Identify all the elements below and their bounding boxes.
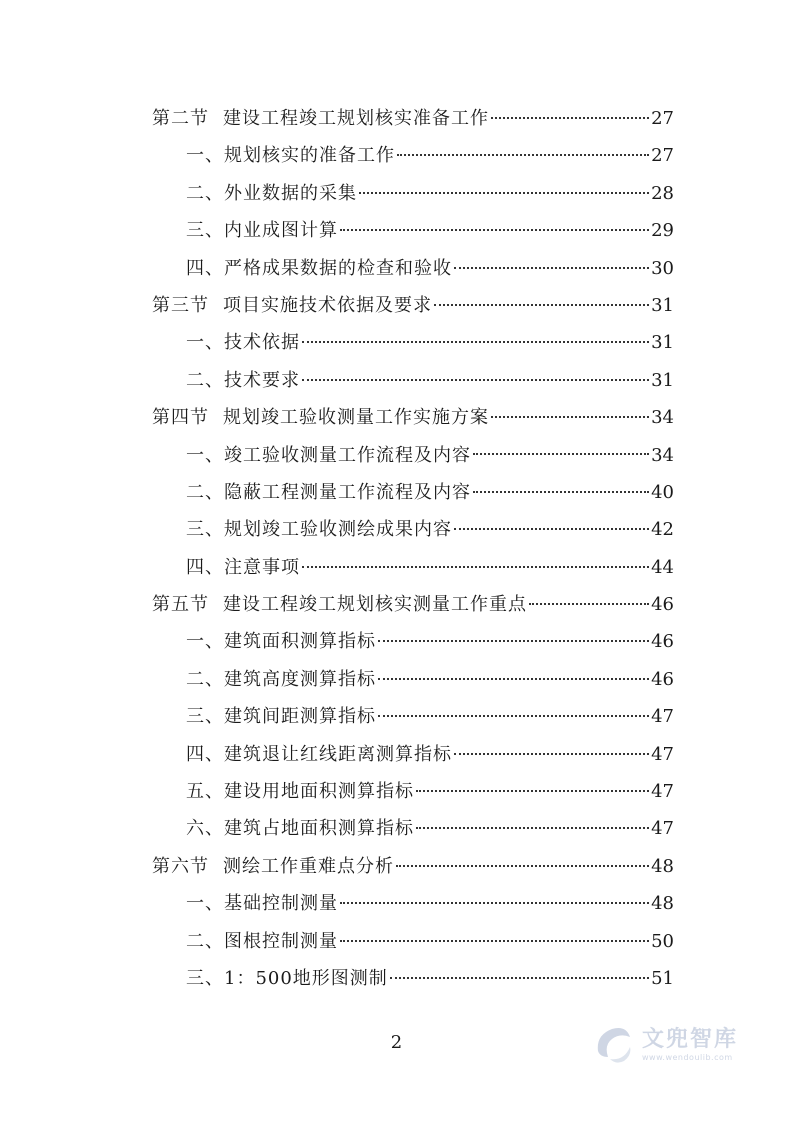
toc-entry-title: 基础控制测量 (224, 893, 338, 915)
toc-subsection-entry[interactable] (152, 661, 674, 698)
toc-subsection-entry[interactable] (152, 885, 674, 922)
toc-entry-prefix: 一、 (186, 893, 224, 915)
toc-section-entry[interactable] (152, 586, 674, 623)
toc-dot-leader (491, 99, 649, 119)
toc-entry-prefix: 一、 (186, 444, 224, 466)
toc-subsection-entry[interactable] (152, 736, 674, 773)
toc-entry-title: 项目实施技术依据及要求 (223, 294, 432, 316)
toc-entry-title: 建筑高度测算指标 (224, 668, 376, 690)
toc-dot-leader (359, 174, 649, 194)
toc-entry-prefix: 四、 (186, 257, 224, 279)
toc-entry-page: 48 (651, 855, 674, 877)
toc-entry-prefix: 三、 (186, 519, 224, 541)
toc-entry-page: 42 (651, 519, 674, 541)
toc-dot-leader (340, 922, 649, 942)
toc-dot-leader (454, 249, 649, 269)
toc-subsection-entry[interactable] (152, 923, 674, 960)
toc-entry-prefix: 第二节 (152, 108, 209, 129)
toc-entry-title: 建筑间距测算指标 (224, 706, 376, 728)
toc-entry-title: 测绘工作重难点分析 (223, 855, 394, 877)
toc-entry-page: 27 (651, 145, 674, 167)
toc-entry-prefix: 三、 (186, 706, 224, 728)
toc-entry-title: 技术要求 (224, 369, 300, 391)
toc-entry-page: 31 (651, 294, 674, 316)
toc-entry-page: 34 (651, 444, 674, 466)
toc-subsection-entry[interactable] (152, 773, 674, 810)
toc-entry-title: 规划竣工验收测绘成果内容 (224, 519, 452, 541)
toc-entry-prefix: 一、 (186, 145, 224, 167)
wendou-logo-icon (590, 1021, 636, 1067)
toc-subsection-entry[interactable] (152, 810, 674, 847)
toc-dot-leader (340, 884, 649, 904)
toc-entry-prefix: 二、 (186, 481, 224, 503)
toc-entry-page: 27 (651, 108, 674, 129)
toc-entry-title: 技术依据 (224, 332, 300, 354)
toc-entry-title: 内业成图计算 (224, 220, 338, 242)
toc-subsection-entry[interactable] (152, 960, 674, 997)
toc-entry-title: 建筑占地面积测算指标 (224, 818, 414, 840)
toc-entry-title: 规划核实的准备工作 (224, 145, 395, 167)
toc-subsection-entry[interactable] (152, 437, 674, 474)
toc-subsection-entry[interactable] (152, 250, 674, 287)
toc-entry-prefix: 四、 (186, 743, 224, 765)
toc-entry-title: 注意事项 (224, 556, 300, 578)
toc-section-entry[interactable] (152, 848, 674, 885)
toc-dot-leader (378, 622, 649, 642)
toc-entry-prefix: 二、 (186, 182, 224, 204)
toc-section-entry[interactable] (152, 399, 674, 436)
toc-entry-prefix: 第五节 (152, 594, 209, 616)
toc-entry-prefix: 二、 (186, 369, 224, 391)
toc-subsection-entry[interactable] (152, 175, 674, 212)
toc-subsection-entry[interactable] (152, 212, 674, 249)
toc-entry-page: 51 (651, 967, 674, 989)
toc-entry-title: 竣工验收测量工作流程及内容 (224, 444, 471, 466)
toc-entry-title: 建设工程竣工规划核实测量工作重点 (223, 594, 527, 616)
toc-entry-title: 外业数据的采集 (224, 182, 357, 204)
toc-entry-page: 28 (651, 182, 674, 204)
toc-dot-leader (529, 585, 649, 605)
toc-entry-title: 严格成果数据的检查和验收 (224, 257, 452, 279)
toc-entry-title: 规划竣工验收测量工作实施方案 (223, 407, 489, 429)
toc-entry-title: 建设用地面积测算指标 (224, 781, 414, 803)
toc-entry-title: 隐蔽工程测量工作流程及内容 (224, 481, 471, 503)
toc-subsection-entry[interactable] (152, 698, 674, 735)
toc-dot-leader (473, 473, 649, 493)
toc-entry-prefix: 一、 (186, 631, 224, 653)
toc-subsection-entry[interactable] (152, 511, 674, 548)
toc-entry-page: 31 (651, 332, 674, 354)
toc-entry-page: 31 (651, 369, 674, 391)
toc-entry-prefix: 二、 (186, 930, 224, 952)
toc-subsection-entry[interactable] (152, 324, 674, 361)
toc-entry-prefix: 第三节 (152, 294, 209, 316)
toc-entry-page: 48 (651, 893, 674, 915)
toc-entry-page: 46 (651, 668, 674, 690)
toc-subsection-entry[interactable] (152, 474, 674, 511)
toc-entry-prefix: 五、 (186, 781, 224, 803)
toc-dot-leader (378, 697, 649, 717)
toc-dot-leader (473, 435, 649, 455)
toc-dot-leader (434, 286, 649, 306)
toc-entry-page: 30 (651, 257, 674, 279)
toc-entry-page: 29 (651, 220, 674, 242)
toc-entry-prefix: 第四节 (152, 407, 209, 429)
page-number: 2 (390, 1032, 403, 1053)
watermark-brand: 文兜智库 (642, 1026, 739, 1052)
toc-entry-prefix: 二、 (186, 668, 224, 690)
toc-dot-leader (416, 772, 649, 792)
toc-entry-page: 44 (651, 556, 674, 578)
toc-dot-leader (396, 847, 649, 867)
toc-entry-page: 34 (651, 407, 674, 429)
toc-entry-page: 47 (651, 743, 674, 765)
toc-dot-leader (302, 361, 649, 381)
toc-dot-leader (491, 398, 649, 418)
toc-dot-leader (302, 548, 649, 568)
toc-subsection-entry[interactable] (152, 549, 674, 586)
watermark-url: www.wendoulib.com (642, 1052, 733, 1062)
toc-entry-page: 47 (651, 706, 674, 728)
toc-entry-page: 40 (651, 481, 674, 503)
toc-dot-leader (454, 510, 649, 530)
table-of-contents (152, 100, 674, 997)
toc-entry-prefix: 六、 (186, 818, 224, 840)
toc-entry-prefix: 三、 (186, 967, 224, 989)
toc-entry-title: 1：500地形图测制 (224, 967, 388, 989)
watermark (590, 1016, 760, 1072)
toc-entry-page: 47 (651, 818, 674, 840)
toc-entry-page: 50 (651, 930, 674, 952)
toc-subsection-entry[interactable] (152, 137, 674, 174)
toc-subsection-entry[interactable] (152, 623, 674, 660)
toc-entry-prefix: 三、 (186, 220, 224, 242)
toc-dot-leader (416, 809, 649, 829)
toc-entry-title: 建筑面积测算指标 (224, 631, 376, 653)
toc-entry-title: 建设工程竣工规划核实准备工作 (223, 108, 489, 129)
toc-entry-prefix: 四、 (186, 556, 224, 578)
toc-entry-page: 46 (651, 594, 674, 616)
toc-entry-prefix: 第六节 (152, 855, 209, 877)
toc-dot-leader (390, 959, 649, 979)
toc-dot-leader (397, 136, 649, 156)
toc-entry-page: 47 (651, 781, 674, 803)
toc-dot-leader (302, 323, 649, 343)
toc-dot-leader (340, 211, 649, 231)
toc-subsection-entry[interactable] (152, 362, 674, 399)
toc-dot-leader (378, 660, 649, 680)
toc-section-entry[interactable] (152, 287, 674, 324)
toc-entry-prefix: 一、 (186, 332, 224, 354)
toc-dot-leader (454, 735, 649, 755)
toc-entry-title: 建筑退让红线距离测算指标 (224, 743, 452, 765)
toc-section-entry[interactable] (152, 100, 674, 137)
toc-entry-title: 图根控制测量 (224, 930, 338, 952)
toc-entry-page: 46 (651, 631, 674, 653)
